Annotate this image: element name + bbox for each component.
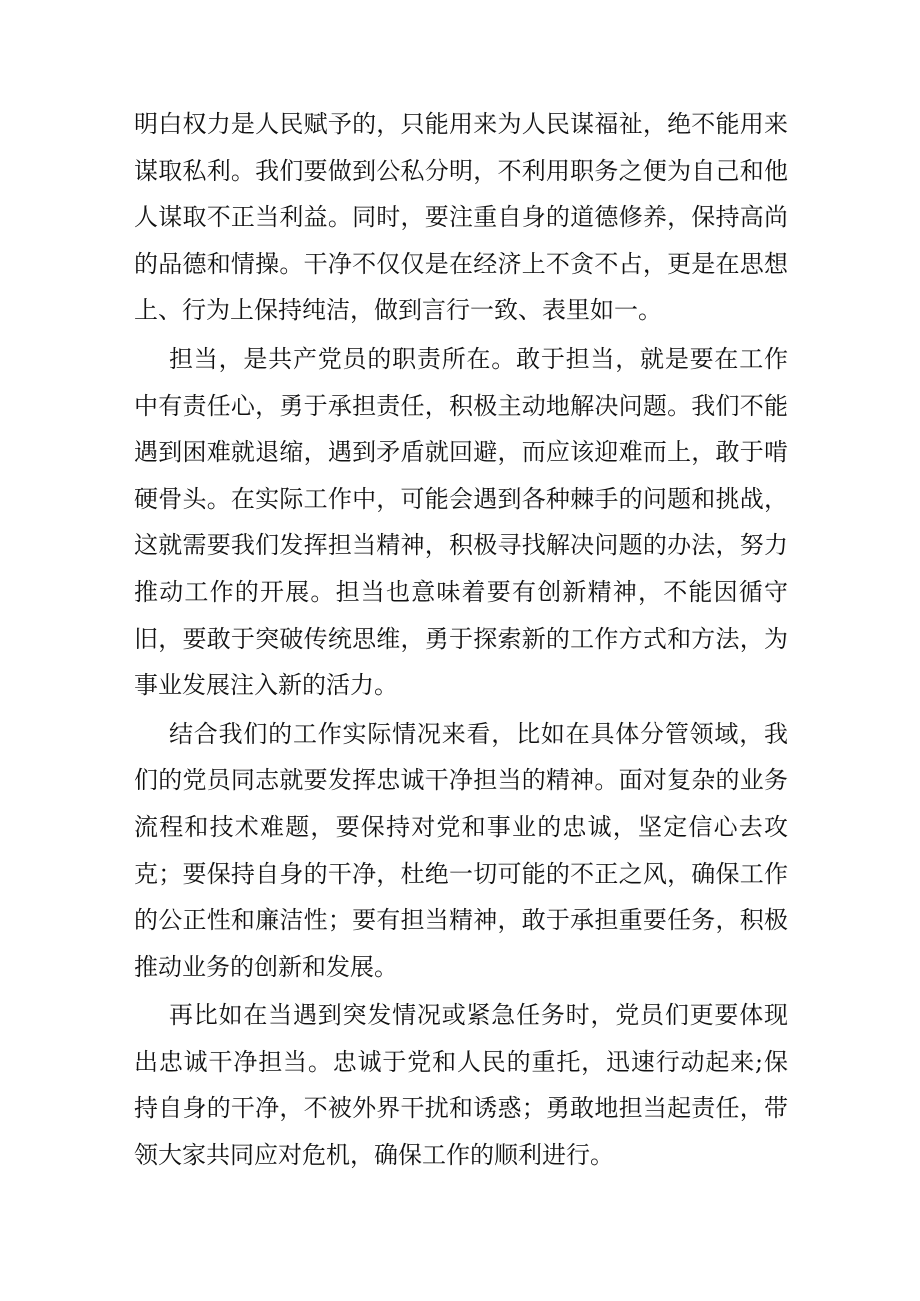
paragraph-continued: 明白权力是人民赋予的，只能用来为人民谋福祉，绝不能用来谋取私利。我们要做到公私分明，不利用职务之便为自己和他人谋取不正当利益。同时，要注重自身的道德修养，保持高尚的品德和情操。干净不仅仅是在经济上不贪不占，更是在思想上、行为上保持纯洁，做到言行一致、表里如一。	[134, 110, 788, 325]
paragraph-emergency: 再比如在当遇到突发情况或紧急任务时，党员们更要体现出忠诚干净担当。忠诚于党和人民的重托，迅速行动起来;保持自身的干净，不被外界干扰和诱惑；勇敢地担当起责任，带领大家共同应对危机，确保工作的顺利进行。	[134, 1001, 788, 1170]
paragraph-responsibility: 担当，是共产党员的职责所在。敢于担当，就是要在工作中有责任心，勇于承担责任，积极主动地解决问题。我们不能遇到困难就退缩，遇到矛盾就回避，而应该迎难而上，敢于啃硬骨头。在实际工作中，可能会遇到各种棘手的问题和挑战，这就需要我们发挥担当精神，积极寻找解决问题的办法，努力推动工作的开展。担当也意味着要有创新精神，不能因循守旧，要敢于突破传统思维，勇于探索新的工作方式和方法，为事业发展注入新的活力。	[134, 344, 788, 700]
paragraph-work-practice: 结合我们的工作实际情况来看，比如在具体分管领域，我们的党员同志就要发挥忠诚干净担当的精神。面对复杂的业务流程和技术难题，要保持对党和事业的忠诚，坚定信心去攻克；要保持自身的干净，杜绝一切可能的不正之风，确保工作的公正性和廉洁性；要有担当精神，敢于承担重要任务，积极推动业务的创新和发展。	[134, 719, 788, 981]
